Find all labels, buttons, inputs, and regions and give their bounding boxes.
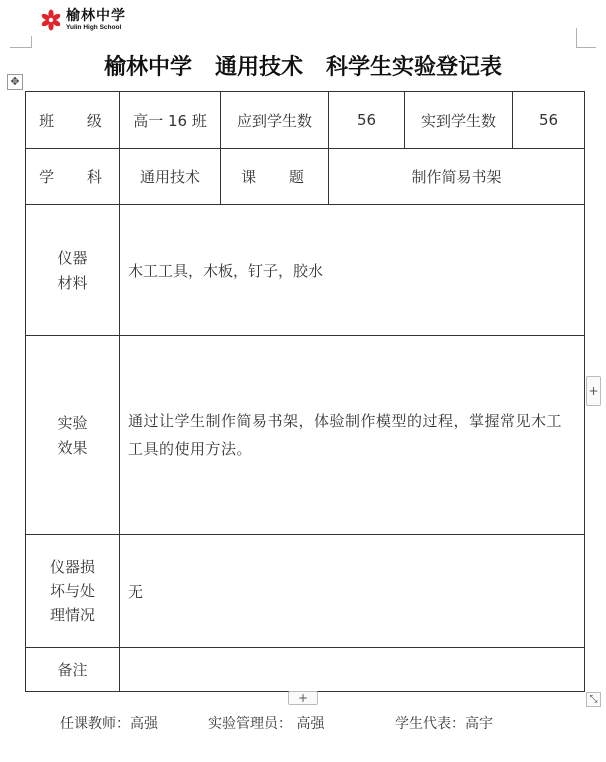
registration-table	[25, 91, 585, 692]
table-row	[26, 149, 585, 205]
footer-teacher: 任课教师：高强	[60, 716, 158, 732]
logo-name-cn: 榆林中学	[66, 7, 126, 24]
materials-label-line: 材料	[57, 274, 88, 292]
class-value[interactable]: 高一 16 班	[120, 92, 221, 149]
class-label: 班 级	[26, 92, 120, 149]
materials-label	[26, 205, 120, 336]
crop-mark-top-left	[10, 36, 32, 48]
remarks-label: 备注	[26, 648, 120, 692]
damage-label-line: 仪器损	[49, 558, 95, 576]
damage-label	[26, 535, 120, 648]
table-row	[26, 535, 585, 648]
subject-value[interactable]: 通用技术	[120, 149, 221, 205]
footer-student-rep: 学生代表：高宇	[395, 716, 493, 732]
actual-students-value[interactable]: 56	[513, 92, 585, 149]
effect-value[interactable]: 通过让学生制作简易书架，体验制作模型的过程，掌握常见木工工具的使用方法。	[120, 336, 585, 535]
table-move-handle-icon[interactable]: ✥	[7, 74, 23, 90]
add-row-button[interactable]: +	[288, 691, 318, 705]
damage-label-line: 坏与处	[49, 582, 95, 600]
crop-mark-top-right	[576, 28, 596, 48]
topic-label: 课 题	[221, 149, 329, 205]
damage-label-line: 理情况	[49, 606, 95, 624]
actual-students-label: 实到学生数	[405, 92, 513, 149]
table-resize-handle-icon[interactable]: ⤡	[586, 692, 601, 707]
subject-label: 学 科	[26, 149, 120, 205]
materials-value[interactable]: 木工工具，木板，钉子，胶水	[120, 205, 585, 336]
materials-label-line: 仪器	[57, 249, 88, 267]
flower-logo-icon	[40, 9, 62, 31]
expected-students-value[interactable]: 56	[329, 92, 405, 149]
effect-label-line: 效果	[57, 439, 88, 457]
logo-name-en: Yulin High School	[66, 23, 122, 31]
table-row	[26, 205, 585, 336]
footer-lab-manager: 实验管理员： 高强	[208, 716, 325, 732]
table-row	[26, 92, 585, 149]
table-row	[26, 336, 585, 535]
page-title: 榆林中学 通用技术 科学生实验登记表	[104, 55, 502, 80]
table-row	[26, 648, 585, 692]
effect-label	[26, 336, 120, 535]
expected-students-label: 应到学生数	[221, 92, 329, 149]
add-column-button[interactable]: +	[586, 376, 601, 406]
school-logo	[40, 7, 126, 33]
topic-value[interactable]: 制作简易书架	[329, 149, 585, 205]
effect-label-line: 实验	[57, 414, 88, 432]
remarks-value[interactable]	[120, 648, 585, 692]
damage-value[interactable]: 无	[120, 535, 585, 648]
